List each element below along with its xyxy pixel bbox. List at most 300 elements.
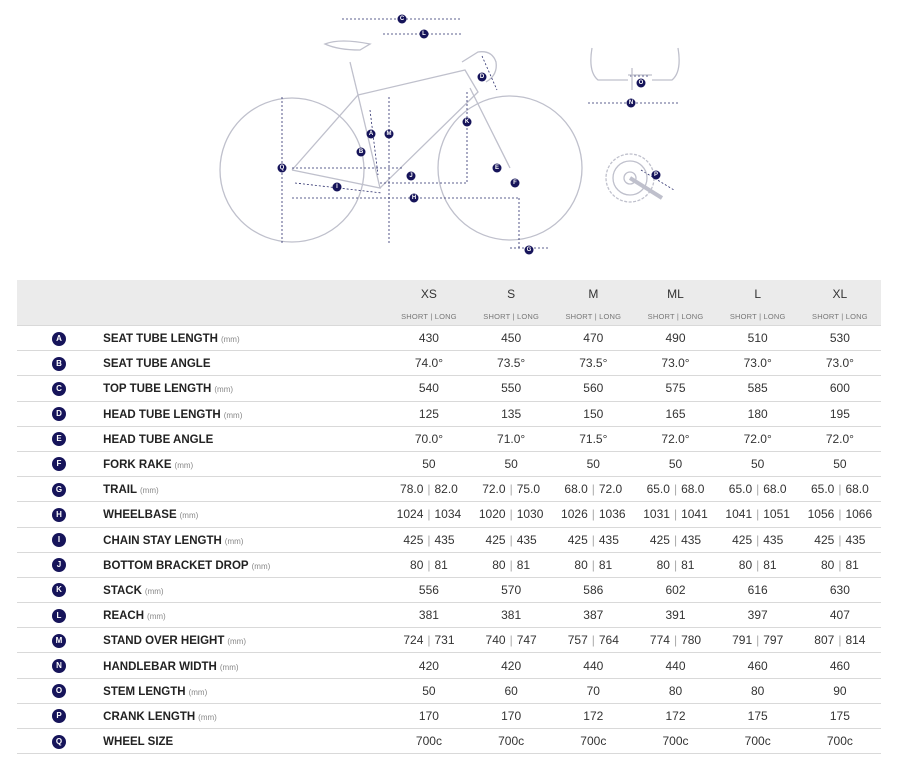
measurement-label-cell: [87, 577, 388, 602]
table-row: [17, 653, 881, 678]
measurement-value-cell: [470, 678, 552, 703]
badge-diagram-q: [278, 164, 287, 173]
measurement-value-cell: [634, 376, 716, 401]
measurement-value-cell: [799, 552, 881, 577]
value: 180: [747, 406, 768, 421]
measurement-value-cell: [470, 351, 552, 376]
measurement-value-cell: [552, 653, 634, 678]
table-row: [17, 552, 881, 577]
measurement-label: SEAT TUBE LENGTH: [103, 333, 218, 346]
short-value: 80: [492, 557, 506, 572]
table-row: [17, 577, 881, 602]
measurement-label-cell: [87, 628, 388, 653]
value: 50: [422, 457, 436, 472]
measurement-value-cell: [470, 577, 552, 602]
badge-cell: [17, 502, 87, 527]
value: 73.0°: [661, 356, 690, 371]
measurement-value-cell: [388, 552, 470, 577]
value: 440: [583, 658, 604, 673]
size-header: M: [552, 280, 634, 307]
short-value: 80: [820, 557, 835, 572]
size-header: ML: [634, 280, 716, 307]
value: 575: [665, 381, 686, 396]
long-value: 81: [681, 557, 695, 572]
short-long-label: SHORT | LONG: [388, 307, 470, 326]
value-separator: |: [591, 633, 595, 648]
measurement-label: WHEEL SIZE: [103, 736, 174, 749]
measurement-label: STACK: [103, 584, 142, 597]
value: 50: [751, 457, 765, 472]
header-spacer: [87, 307, 388, 326]
measurement-unit: (mm): [251, 561, 271, 571]
measurement-value-cell: [634, 451, 716, 476]
dimension-lines: [279, 19, 678, 248]
badge-diagram-l: [420, 30, 429, 39]
measurement-value-cell: [634, 628, 716, 653]
long-value: 81: [598, 557, 613, 572]
measurement-value-cell: [717, 401, 799, 426]
value: 460: [747, 658, 768, 673]
value-separator: |: [591, 482, 595, 497]
value: 490: [665, 331, 686, 346]
short-value: 72.0: [482, 482, 506, 497]
long-value: 1034: [434, 507, 462, 522]
value-separator: |: [591, 507, 595, 522]
measurement-value-cell: [634, 477, 716, 502]
measurement-value-cell: [717, 502, 799, 527]
value: 460: [829, 658, 850, 673]
value: 700c: [826, 734, 853, 749]
value-separator: |: [591, 557, 595, 572]
svg-text:M: M: [386, 131, 392, 137]
svg-text:L: L: [422, 31, 426, 37]
dimension-badges: [278, 15, 661, 255]
value: 700c: [580, 734, 607, 749]
dimension-badge: K: [52, 583, 66, 597]
measurement-value-cell: [717, 603, 799, 628]
measurement-value-cell: [634, 729, 716, 754]
measurement-value-cell: [799, 653, 881, 678]
long-value: 81: [845, 557, 859, 572]
measurement-label: FORK RAKE: [103, 459, 172, 472]
measurement-label: WHEELBASE: [103, 509, 177, 522]
geometry-table-body: [17, 326, 881, 754]
badge-cell: [17, 351, 87, 376]
value-separator: |: [509, 633, 513, 648]
badge-cell: [17, 376, 87, 401]
dimension-badge: D: [52, 407, 66, 421]
short-long-header-row: [17, 307, 881, 326]
short-long-label: SHORT | LONG: [552, 307, 634, 326]
measurement-value-cell: [388, 477, 470, 502]
header-spacer: [87, 280, 388, 307]
short-value: 724: [403, 633, 424, 648]
value-separator: |: [756, 507, 760, 522]
measurement-value-cell: [717, 477, 799, 502]
long-value: 435: [845, 532, 866, 547]
measurement-value-cell: [717, 326, 799, 351]
table-row: [17, 502, 881, 527]
long-value: 435: [598, 532, 619, 547]
badge-diagram-d: [478, 73, 487, 82]
measurement-value-cell: [388, 603, 470, 628]
value-separator: |: [673, 633, 678, 648]
value: 50: [586, 457, 600, 472]
long-value: 764: [598, 633, 619, 648]
measurement-unit: (mm): [220, 335, 240, 345]
measurement-value-cell: [799, 451, 881, 476]
short-value: 78.0: [400, 482, 424, 497]
table-row: [17, 527, 881, 552]
short-value: 425: [732, 532, 753, 547]
short-value: 425: [403, 532, 424, 547]
value: 150: [583, 406, 604, 421]
value-separator: |: [673, 532, 678, 547]
header-spacer: [17, 307, 87, 326]
svg-text:P: P: [653, 172, 659, 178]
value: 80: [668, 683, 683, 698]
dimension-badge: H: [52, 508, 66, 522]
measurement-label: HEAD TUBE ANGLE: [103, 433, 214, 446]
measurement-value-cell: [388, 401, 470, 426]
value-separator: |: [509, 482, 513, 497]
value-separator: |: [838, 633, 842, 648]
table-row: [17, 477, 881, 502]
measurement-label-cell: [87, 351, 388, 376]
value-separator: |: [509, 557, 513, 572]
measurement-value-cell: [799, 527, 881, 552]
long-value: 81: [516, 557, 531, 572]
measurement-label: HEAD TUBE LENGTH: [103, 408, 221, 421]
short-long-label: SHORT | LONG: [799, 307, 881, 326]
measurement-value-cell: [552, 577, 634, 602]
bike-frame-illustration: [220, 41, 582, 242]
value: 71.5°: [579, 431, 608, 446]
value: 72.0°: [743, 431, 772, 446]
measurement-value-cell: [717, 577, 799, 602]
long-value: 81: [763, 557, 777, 572]
measurement-label-cell: [87, 477, 388, 502]
dimension-badge: J: [52, 558, 66, 572]
long-value: 747: [516, 633, 537, 648]
measurement-value-cell: [634, 351, 716, 376]
geometry-table: [17, 280, 881, 754]
badge-cell: [17, 577, 87, 602]
measurement-unit: (mm): [140, 486, 159, 496]
long-value: 814: [845, 633, 866, 648]
value: 381: [501, 608, 522, 623]
short-value: 757: [567, 633, 588, 648]
measurement-value-cell: [799, 326, 881, 351]
value-separator: |: [427, 507, 431, 522]
measurement-value-cell: [470, 401, 552, 426]
measurement-value-cell: [799, 703, 881, 728]
value-separator: |: [509, 507, 513, 522]
measurement-label: REACH: [103, 610, 145, 623]
geometry-table-container: [17, 280, 881, 754]
value: 195: [829, 406, 850, 421]
value: 430: [418, 331, 439, 346]
long-value: 1066: [845, 507, 873, 522]
value: 560: [583, 381, 604, 396]
short-value: 80: [656, 557, 670, 572]
value: 73.5°: [497, 356, 526, 371]
measurement-value-cell: [470, 628, 552, 653]
measurement-label-cell: [87, 603, 388, 628]
measurement-value-cell: [634, 653, 716, 678]
value: 50: [422, 683, 436, 698]
measurement-label-cell: [87, 527, 388, 552]
measurement-value-cell: [552, 477, 634, 502]
short-value: 1024: [396, 507, 424, 522]
svg-text:D: D: [479, 74, 485, 80]
measurement-value-cell: [634, 326, 716, 351]
dimension-badge: G: [52, 483, 66, 497]
long-value: 75.0: [516, 482, 541, 497]
badge-cell: [17, 653, 87, 678]
dimension-badge: P: [52, 709, 66, 723]
measurement-label: TOP TUBE LENGTH: [103, 383, 212, 396]
measurement-value-cell: [470, 376, 552, 401]
table-row: [17, 326, 881, 351]
short-long-label: SHORT | LONG: [634, 307, 716, 326]
size-header: XS: [388, 280, 470, 307]
measurement-value-cell: [552, 628, 634, 653]
svg-text:F: F: [513, 180, 517, 186]
badge-diagram-m: [385, 130, 394, 139]
measurement-unit: (mm): [174, 461, 194, 471]
measurement-value-cell: [634, 527, 716, 552]
measurement-value-cell: [470, 426, 552, 451]
value: 440: [665, 658, 686, 673]
long-value: 72.0: [598, 482, 623, 497]
long-value: 1030: [516, 507, 544, 522]
table-row: [17, 451, 881, 476]
svg-text:A: A: [368, 131, 374, 137]
short-value: 1031: [643, 507, 670, 522]
badge-cell: [17, 678, 87, 703]
long-value: 81: [434, 557, 448, 572]
measurement-value-cell: [552, 703, 634, 728]
measurement-value-cell: [552, 401, 634, 426]
table-row: [17, 603, 881, 628]
value: 470: [583, 331, 604, 346]
measurement-value-cell: [799, 729, 881, 754]
measurement-value-cell: [470, 603, 552, 628]
table-row: [17, 628, 881, 653]
measurement-value-cell: [634, 577, 716, 602]
measurement-value-cell: [388, 451, 470, 476]
long-value: 435: [681, 532, 702, 547]
measurement-label-cell: [87, 451, 388, 476]
measurement-value-cell: [470, 502, 552, 527]
value: 125: [418, 406, 439, 421]
badge-cell: [17, 729, 87, 754]
short-value: 68.0: [564, 482, 588, 497]
measurement-value-cell: [717, 451, 799, 476]
measurement-value-cell: [634, 703, 716, 728]
value: 165: [665, 406, 686, 421]
badge-cell: [17, 477, 87, 502]
measurement-value-cell: [470, 729, 552, 754]
short-value: 65.0: [646, 482, 670, 497]
measurement-value-cell: [470, 477, 552, 502]
value: 420: [418, 658, 439, 673]
value-separator: |: [838, 557, 842, 572]
measurement-value-cell: [634, 426, 716, 451]
value-separator: |: [756, 557, 760, 572]
measurement-value-cell: [717, 376, 799, 401]
size-header-row: [17, 280, 881, 307]
value-separator: |: [838, 482, 842, 497]
dimension-badge: O: [52, 684, 66, 698]
dimension-badge: M: [52, 634, 66, 648]
badge-diagram-p: [652, 171, 661, 180]
value: 172: [665, 708, 686, 723]
long-value: 68.0: [845, 482, 869, 497]
measurement-value-cell: [634, 552, 716, 577]
short-value: 1020: [478, 507, 506, 522]
long-value: 780: [681, 633, 702, 648]
measurement-value-cell: [470, 527, 552, 552]
measurement-value-cell: [388, 502, 470, 527]
value: 381: [418, 608, 439, 623]
value: 60: [504, 683, 518, 698]
measurement-unit: (mm): [219, 662, 239, 672]
value: 556: [418, 582, 439, 597]
short-value: 65.0: [728, 482, 753, 497]
badge-diagram-h: [410, 194, 419, 203]
badge-diagram-o: [637, 79, 646, 88]
svg-text:E: E: [494, 165, 500, 171]
measurement-value-cell: [717, 653, 799, 678]
dimension-badge: Q: [52, 735, 66, 749]
table-row: [17, 703, 881, 728]
short-value: 807: [814, 633, 835, 648]
value: 700c: [744, 734, 771, 749]
value: 700c: [662, 734, 689, 749]
measurement-value-cell: [634, 603, 716, 628]
short-long-label: SHORT | LONG: [717, 307, 799, 326]
measurement-label: STAND OVER HEIGHT: [103, 635, 225, 648]
badge-diagram-f: [511, 179, 520, 188]
value: 73.0°: [825, 356, 854, 371]
short-value: 65.0: [810, 482, 835, 497]
long-value: 797: [763, 633, 784, 648]
svg-text:O: O: [638, 80, 644, 86]
measurement-unit: (mm): [198, 712, 217, 722]
svg-text:K: K: [464, 119, 470, 125]
measurement-value-cell: [470, 326, 552, 351]
svg-text:N: N: [628, 100, 634, 106]
measurement-value-cell: [388, 577, 470, 602]
badge-cell: [17, 603, 87, 628]
svg-text:Q: Q: [279, 165, 285, 171]
short-value: 1056: [807, 507, 835, 522]
svg-text:C: C: [399, 16, 405, 22]
badge-diagram-b: [357, 148, 366, 157]
measurement-unit: (mm): [188, 687, 208, 697]
badge-diagram-e: [493, 164, 502, 173]
short-value: 80: [738, 557, 753, 572]
size-header: S: [470, 280, 552, 307]
value: 72.0°: [661, 431, 690, 446]
measurement-value-cell: [552, 603, 634, 628]
measurement-value-cell: [470, 451, 552, 476]
short-value: 1041: [725, 507, 753, 522]
measurement-value-cell: [799, 577, 881, 602]
value: 50: [668, 457, 683, 472]
long-value: 1041: [681, 507, 708, 522]
badge-diagram-j: [407, 172, 416, 181]
measurement-label-cell: [87, 426, 388, 451]
measurement-value-cell: [552, 552, 634, 577]
measurement-value-cell: [634, 401, 716, 426]
dimension-badge: I: [52, 533, 66, 547]
measurement-value-cell: [799, 603, 881, 628]
measurement-value-cell: [552, 729, 634, 754]
measurement-label-cell: [87, 552, 388, 577]
measurement-value-cell: [717, 703, 799, 728]
value-separator: |: [756, 633, 760, 648]
measurement-value-cell: [552, 326, 634, 351]
svg-text:H: H: [411, 195, 417, 201]
long-value: 435: [434, 532, 455, 547]
value: 570: [501, 582, 522, 597]
value: 700c: [498, 734, 525, 749]
value: 73.5°: [579, 356, 608, 371]
value: 90: [833, 683, 847, 698]
value-separator: |: [673, 482, 678, 497]
badge-diagram-i: [333, 183, 342, 192]
value: 630: [829, 582, 850, 597]
measurement-value-cell: [717, 552, 799, 577]
dimension-badge: F: [52, 457, 66, 471]
short-value: 1026: [561, 507, 588, 522]
dimension-badge: L: [52, 609, 66, 623]
measurement-value-cell: [388, 351, 470, 376]
measurement-value-cell: [717, 351, 799, 376]
measurement-label: CHAIN STAY LENGTH: [103, 534, 222, 547]
value: 407: [829, 608, 850, 623]
value: 80: [751, 683, 765, 698]
measurement-label-cell: [87, 326, 388, 351]
badge-cell: [17, 527, 87, 552]
value: 550: [501, 381, 522, 396]
measurement-label: CRANK LENGTH: [103, 710, 196, 723]
svg-text:I: I: [336, 184, 338, 190]
measurement-value-cell: [552, 678, 634, 703]
header-spacer: [17, 280, 87, 307]
value: 391: [665, 608, 686, 623]
measurement-unit: (mm): [147, 612, 166, 622]
long-value: 1051: [763, 507, 790, 522]
value-separator: |: [756, 532, 760, 547]
long-value: 68.0: [763, 482, 787, 497]
badge-diagram-k: [463, 118, 472, 127]
measurement-value-cell: [799, 351, 881, 376]
short-value: 80: [574, 557, 588, 572]
measurement-value-cell: [552, 426, 634, 451]
svg-text:B: B: [358, 149, 364, 155]
value-separator: |: [427, 482, 431, 497]
value: 175: [829, 708, 850, 723]
long-value: 68.0: [681, 482, 705, 497]
measurement-value-cell: [799, 426, 881, 451]
dimension-badge: N: [52, 659, 66, 673]
measurement-label-cell: [87, 376, 388, 401]
value: 420: [501, 658, 522, 673]
